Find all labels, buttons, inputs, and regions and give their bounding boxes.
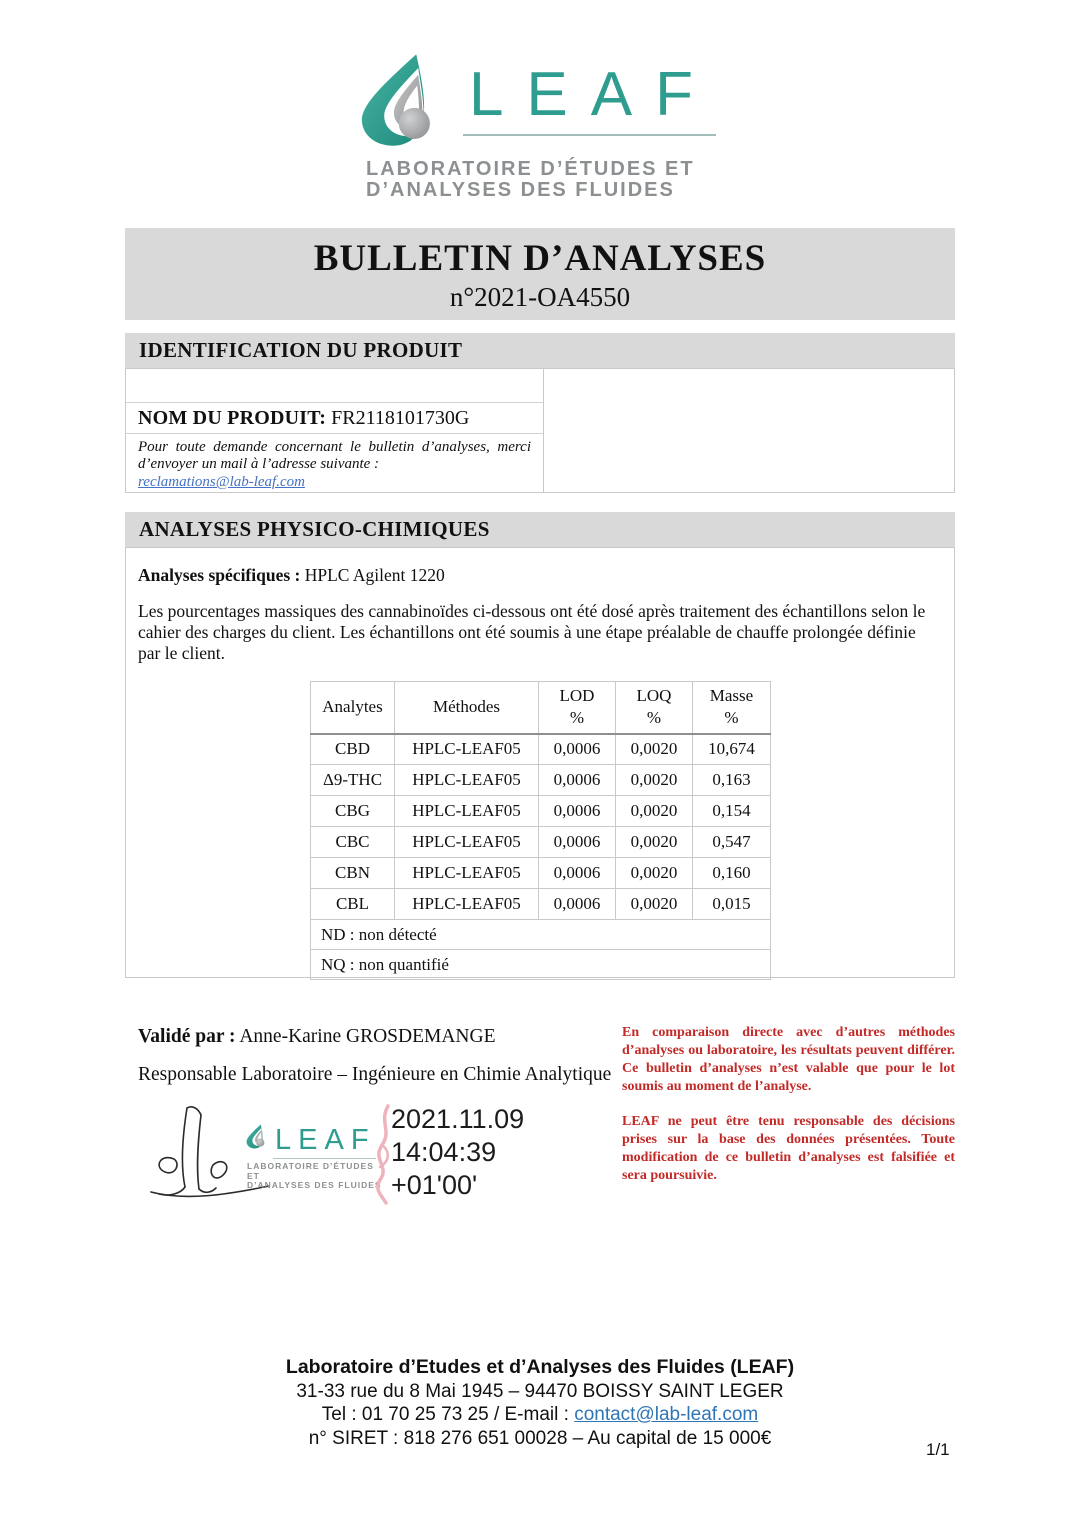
cell-loq: 0,0020 — [616, 765, 693, 796]
stamp-wordmark: LEAF — [273, 1124, 376, 1159]
cell-methode: HPLC-LEAF05 — [395, 889, 539, 920]
cell-methode: HPLC-LEAF05 — [395, 796, 539, 827]
footer — [0, 1356, 1080, 1450]
cell-loq: 0,0020 — [616, 858, 693, 889]
timestamp-time: 14:04:39 — [391, 1137, 497, 1167]
cell-methode: HPLC-LEAF05 — [395, 734, 539, 765]
column-header-loq: LOQ % — [616, 682, 693, 734]
identification-header: IDENTIFICATION DU PRODUIT — [125, 333, 955, 368]
product-name-row — [126, 403, 543, 434]
logo-tagline-line1: LABORATOIRE D’ÉTUDES ET — [366, 158, 695, 180]
identification-body — [125, 368, 955, 493]
table-note-row — [311, 950, 771, 980]
table-header-row — [311, 682, 771, 734]
stamp-tagline-line2: D’ANALYSES DES FLUIDES — [247, 1180, 382, 1190]
signature-timestamp — [391, 1103, 524, 1202]
cell-loq: 0,0020 — [616, 827, 693, 858]
table-note-row — [311, 920, 771, 950]
product-name-label: NOM DU PRODUIT: — [138, 407, 327, 429]
cell-analyte: CBG — [311, 796, 395, 827]
disclaimer-block — [622, 1024, 955, 1202]
leaf-logo — [356, 52, 716, 201]
specific-analyses-value: HPLC Agilent 1220 — [304, 565, 445, 585]
cell-lod: 0,0006 — [539, 889, 616, 920]
results-table — [310, 681, 771, 980]
table-row — [311, 765, 771, 796]
cell-analyte: CBL — [311, 889, 395, 920]
disclaimer-paragraph-1: En comparaison directe avec d’autres méthodes d’analyses ou laboratoire, les résultats peuvent différer. Ce bulletin d’analyses n’est valable que pour le lot soumis au moment de l’analyse. — [622, 1025, 955, 1094]
product-name-value: FR2118101730G — [331, 407, 470, 429]
table-row — [311, 734, 771, 765]
cell-analyte: Δ9-THC — [311, 765, 395, 796]
analyses-section — [125, 512, 955, 978]
bulletin-number: n°2021-OA4550 — [449, 282, 631, 312]
stamp-tagline-line1: LABORATOIRE D’ÉTUDES ET — [247, 1161, 374, 1181]
column-header-methodes: Méthodes — [395, 682, 539, 734]
table-row — [311, 827, 771, 858]
column-header-lod: LOD % — [539, 682, 616, 734]
cell-masse: 10,674 — [693, 734, 771, 765]
cell-lod: 0,0006 — [539, 734, 616, 765]
validated-by-label: Validé par : — [138, 1026, 236, 1047]
contact-note-row — [126, 434, 543, 491]
validator-role: Responsable Laboratoire – Ingénieure en Chimie Analytique — [138, 1064, 612, 1085]
cell-masse: 0,154 — [693, 796, 771, 827]
timestamp-timezone: +01'00' — [391, 1170, 478, 1200]
logo-tagline — [366, 159, 716, 201]
footer-lab-name: Laboratoire d’Etudes et d’Analyses des Fluides (LEAF) — [285, 1356, 795, 1378]
logo-wordmark: LEAF — [463, 52, 716, 136]
contact-email-link[interactable]: contact@lab-leaf.com — [574, 1404, 759, 1425]
stamp-drop-icon — [245, 1124, 273, 1150]
identification-table — [126, 369, 544, 492]
cell-masse: 0,163 — [693, 765, 771, 796]
cell-masse: 0,547 — [693, 827, 771, 858]
cell-methode: HPLC-LEAF05 — [395, 858, 539, 889]
cell-methode: HPLC-LEAF05 — [395, 827, 539, 858]
leaf-drop-icon — [356, 52, 463, 152]
cell-methode: HPLC-LEAF05 — [395, 765, 539, 796]
footer-address: 31-33 rue du 8 Mai 1945 – 94470 BOISSY SAINT LEGER — [296, 1380, 784, 1402]
cell-analyte: CBC — [311, 827, 395, 858]
cell-loq: 0,0020 — [616, 796, 693, 827]
page-number: 1/1 — [926, 1440, 950, 1459]
table-row — [311, 858, 771, 889]
footer-siret: n° SIRET : 818 276 651 00028 – Au capital de 15 000€ — [308, 1427, 772, 1449]
cell-loq: 0,0020 — [616, 734, 693, 765]
stamp-leaf-logo — [245, 1124, 385, 1191]
validated-by-name: Anne-Karine GROSDEMANGE — [239, 1026, 496, 1047]
nq-note: NQ : non quantifié — [311, 950, 771, 980]
cell-lod: 0,0006 — [539, 827, 616, 858]
table-row — [311, 889, 771, 920]
document-title: BULLETIN D’ANALYSES — [313, 238, 767, 279]
cell-loq: 0,0020 — [616, 889, 693, 920]
title-bar — [125, 228, 955, 320]
cell-lod: 0,0006 — [539, 858, 616, 889]
footer-contact-line — [0, 1403, 1080, 1427]
contact-note-text: Pour toute demande concernant le bulletin d’analyses, merci d’envoyer un mail à l’adresse suivante : — [138, 439, 531, 472]
footer-contact-prefix: Tel : 01 70 25 73 25 / E-mail : — [321, 1404, 575, 1425]
nd-note: ND : non détecté — [311, 920, 771, 950]
logo-tagline-line2: D’ANALYSES DES FLUIDES — [366, 179, 675, 201]
table-row — [311, 796, 771, 827]
empty-row — [126, 369, 543, 403]
analyses-description: Les pourcentages massiques des cannabinoïdes ci-dessous ont été dosé après traitement des échantillons selon le cahier des charges du client. Les échantillons ont été soumis à une étape préalable de chauffe prolongée définie par le client. — [138, 601, 926, 663]
column-header-masse: Masse % — [693, 682, 771, 734]
cell-masse: 0,015 — [693, 889, 771, 920]
timestamp-date: 2021.11.09 — [391, 1104, 525, 1134]
specific-analyses-label: Analyses spécifiques : — [138, 565, 301, 585]
cell-masse: 0,160 — [693, 858, 771, 889]
reclamations-email-link[interactable]: reclamations@lab-leaf.com — [138, 474, 305, 490]
validated-by-line — [138, 1026, 496, 1048]
specific-analyses-line — [138, 565, 942, 586]
analyses-body — [125, 547, 955, 978]
cell-analyte: CBD — [311, 734, 395, 765]
analyses-header: ANALYSES PHYSICO-CHIMIQUES — [125, 512, 955, 547]
cell-lod: 0,0006 — [539, 765, 616, 796]
disclaimer-paragraph-2: LEAF ne peut être tenu responsable des décisions prises sur la base des données présentées. Toute modification de ce bulletin d’analyses est falsifiée et sera poursuivie. — [622, 1114, 955, 1183]
cell-lod: 0,0006 — [539, 796, 616, 827]
column-header-analytes: Analytes — [311, 682, 395, 734]
identification-section — [125, 333, 955, 493]
stamp-tagline — [247, 1162, 385, 1191]
cell-analyte: CBN — [311, 858, 395, 889]
